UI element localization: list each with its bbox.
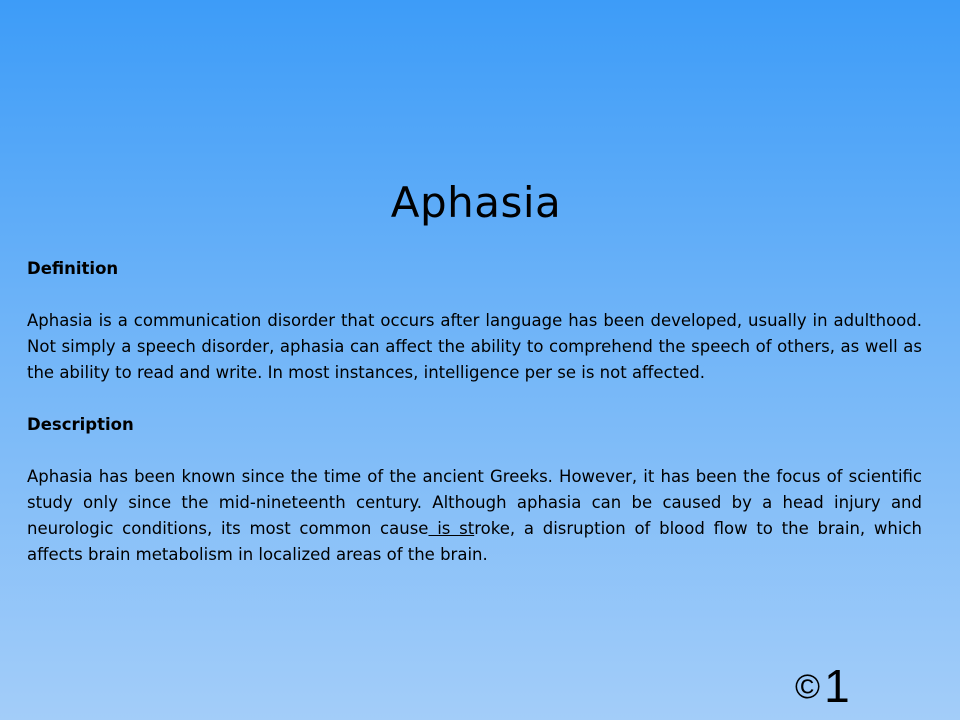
slide-body [27, 256, 922, 594]
definition-text: Aphasia is a communication disorder that occurs after language has been developed, usually in adulthood. Not simply a speech disorder, aphasia can affect the ability to comprehend the speech of others, as well as the ability to read and write. In most instances, intelligence per se is not affected. [27, 311, 922, 382]
slide-title: Aphasia [390, 178, 562, 227]
copyright-icon: © [795, 668, 821, 706]
slide-number: 1 [824, 660, 850, 712]
description-text-part-2: roke, a disruption of blood flow to the brain, which affects brain metabolism in localized areas of the brain. [27, 519, 922, 564]
description-text-underlined: is st [428, 519, 475, 538]
description-text-part-1: Aphasia has been known since the time of the ancient Greeks. However, it has been the focus of scientific study only since the mid-nineteenth century. Although aphasia can be caused by a head injury and neurologic conditions, its most common cause [27, 467, 922, 538]
description-heading: Description [27, 415, 134, 434]
definition-heading: Definition [27, 259, 119, 278]
slide-footer [795, 658, 850, 715]
description-text [27, 464, 922, 568]
